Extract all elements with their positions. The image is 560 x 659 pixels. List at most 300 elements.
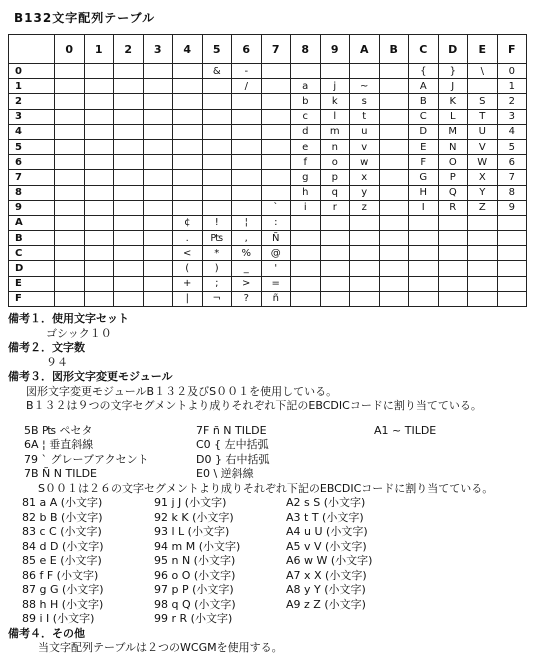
table-cell: U [468, 124, 498, 139]
table-cell [143, 64, 173, 79]
row-header: D [9, 261, 55, 276]
table-cell [84, 64, 114, 79]
row-header: 2 [9, 94, 55, 109]
table-cell [114, 94, 144, 109]
table-cell [143, 261, 173, 276]
table-cell [55, 261, 85, 276]
table-row [9, 261, 527, 276]
code-entry: 6A ¦ 垂直斜線 [24, 438, 94, 451]
table-cell: L [438, 109, 468, 124]
table-cell: b [291, 94, 321, 109]
table-cell: & [202, 64, 232, 79]
table-cell: _ [232, 261, 262, 276]
table-cell: - [232, 64, 262, 79]
column-header: 7 [261, 35, 291, 64]
table-cell [438, 246, 468, 261]
table-cell: o [320, 155, 350, 170]
note-1-heading: 備考１．使用文字セット [8, 312, 129, 325]
table-row [9, 170, 527, 185]
note-1-body: ゴシック１０ [46, 326, 112, 340]
code-entry: A9 z Z (小文字) [286, 597, 366, 611]
table-cell [409, 215, 439, 230]
table-cell [143, 139, 173, 154]
table-cell [497, 276, 527, 291]
table-cell [379, 124, 409, 139]
table-cell: . [173, 231, 203, 246]
table-cell [143, 231, 173, 246]
table-cell: Q [438, 185, 468, 200]
table-row [9, 109, 527, 124]
table-cell [202, 94, 232, 109]
table-cell: / [232, 79, 262, 94]
column-header: F [497, 35, 527, 64]
code-entry: 91 j J (小文字) [154, 496, 227, 509]
table-cell [143, 246, 173, 261]
table-cell [232, 200, 262, 215]
table-cell [114, 109, 144, 124]
table-cell [84, 109, 114, 124]
table-cell: C [409, 109, 439, 124]
table-cell [379, 170, 409, 185]
table-cell: { [409, 64, 439, 79]
row-header: B [9, 231, 55, 246]
code-row [22, 569, 556, 584]
table-cell [261, 124, 291, 139]
table-cell: j [320, 79, 350, 94]
table-cell: ( [173, 261, 203, 276]
code-entry: 7F ñ N TILDE [196, 423, 267, 437]
table-cell: 1 [497, 79, 527, 94]
table-cell [114, 185, 144, 200]
table-cell [114, 200, 144, 215]
table-cell [114, 79, 144, 94]
table-cell [84, 246, 114, 261]
table-cell: ₧ [202, 231, 232, 246]
code-row [22, 583, 556, 598]
table-cell: ' [261, 261, 291, 276]
table-cell: 9 [497, 200, 527, 215]
table-cell [497, 246, 527, 261]
table-cell: g [291, 170, 321, 185]
table-cell [55, 200, 85, 215]
table-cell [84, 155, 114, 170]
column-header: E [468, 35, 498, 64]
table-cell [350, 261, 380, 276]
notes-section [8, 312, 556, 656]
table-cell: E [409, 139, 439, 154]
table-cell [232, 139, 262, 154]
table-cell: u [350, 124, 380, 139]
table-cell [232, 155, 262, 170]
table-cell [350, 215, 380, 230]
code-entry: 86 f F (小文字) [22, 568, 99, 582]
table-cell [143, 215, 173, 230]
table-cell: : [261, 215, 291, 230]
table-cell: N [438, 139, 468, 154]
code-entry: C0 { 左中括弧 [196, 438, 269, 451]
table-cell [379, 200, 409, 215]
table-cell: M [438, 124, 468, 139]
row-header: 6 [9, 155, 55, 170]
table-cell: w [350, 155, 380, 170]
table-cell: n [320, 139, 350, 154]
table-cell [350, 291, 380, 306]
row-header: 3 [9, 109, 55, 124]
table-cell [291, 215, 321, 230]
table-cell: T [468, 109, 498, 124]
table-cell: c [291, 109, 321, 124]
table-cell [379, 94, 409, 109]
table-cell [173, 94, 203, 109]
table-cell: 3 [497, 109, 527, 124]
table-cell [261, 64, 291, 79]
table-cell: a [291, 79, 321, 94]
table-cell [409, 276, 439, 291]
table-row [9, 124, 527, 139]
table-cell [379, 246, 409, 261]
table-cell: X [468, 170, 498, 185]
table-cell [438, 231, 468, 246]
table-cell [114, 170, 144, 185]
table-cell: 8 [497, 185, 527, 200]
table-cell [468, 276, 498, 291]
table-cell [173, 170, 203, 185]
table-cell: = [261, 276, 291, 291]
code-entry: A7 x X (小文字) [286, 568, 367, 582]
table-cell [202, 185, 232, 200]
column-header: 3 [143, 35, 173, 64]
table-cell: % [232, 246, 262, 261]
table-cell: ¦ [232, 215, 262, 230]
table-cell [320, 246, 350, 261]
table-cell [202, 124, 232, 139]
code-entry: 5B ₧ ペセタ [24, 423, 93, 437]
table-cell: p [320, 170, 350, 185]
code-entry: 89 i I (小文字) [22, 612, 95, 625]
table-cell [55, 291, 85, 306]
table-cell: J [438, 79, 468, 94]
column-header: D [438, 35, 468, 64]
table-cell: Y [468, 185, 498, 200]
table-cell [261, 185, 291, 200]
code-row [22, 612, 556, 627]
table-cell [114, 215, 144, 230]
table-cell [55, 276, 85, 291]
b132-code-list [24, 424, 556, 482]
column-header: C [409, 35, 439, 64]
table-cell [320, 261, 350, 276]
table-cell: * [202, 246, 232, 261]
table-cell [468, 215, 498, 230]
table-cell [173, 155, 203, 170]
table-cell: P [438, 170, 468, 185]
table-cell: @ [261, 246, 291, 261]
table-cell [84, 261, 114, 276]
column-header: B [379, 35, 409, 64]
table-cell [55, 79, 85, 94]
row-header: E [9, 276, 55, 291]
table-cell [379, 64, 409, 79]
table-cell: q [320, 185, 350, 200]
code-entry: 93 l L (小文字) [154, 525, 230, 538]
table-cell [173, 109, 203, 124]
table-cell [320, 291, 350, 306]
table-cell [291, 276, 321, 291]
code-entry: 81 a A (小文字) [22, 496, 103, 509]
table-cell [114, 64, 144, 79]
table-cell [55, 246, 85, 261]
row-header: 5 [9, 139, 55, 154]
table-cell [379, 79, 409, 94]
table-cell [468, 231, 498, 246]
table-cell [438, 291, 468, 306]
column-header: 9 [320, 35, 350, 64]
table-cell [232, 185, 262, 200]
table-cell [232, 94, 262, 109]
table-cell [497, 291, 527, 306]
code-entry: 98 q Q (小文字) [154, 597, 236, 611]
table-cell [468, 261, 498, 276]
table-cell [55, 170, 85, 185]
table-cell [379, 139, 409, 154]
code-entry: A4 u U (小文字) [286, 525, 368, 538]
code-entry: 94 m M (小文字) [154, 539, 241, 553]
code-entry: 87 g G (小文字) [22, 583, 104, 596]
table-row [9, 155, 527, 170]
table-cell [173, 185, 203, 200]
table-cell [438, 276, 468, 291]
note-4-heading: 備考４．その他 [8, 626, 85, 640]
table-cell [143, 185, 173, 200]
table-cell [291, 246, 321, 261]
code-entry: A1 ~ TILDE [374, 423, 437, 437]
table-cell [84, 139, 114, 154]
table-cell: v [350, 139, 380, 154]
table-cell [468, 79, 498, 94]
table-cell [261, 79, 291, 94]
note-3-line-2: B１３２は９つの文字セグメントより成りそれぞれ下記のEBCDICコードに割り当てている。 [26, 399, 482, 412]
table-cell [143, 170, 173, 185]
table-cell [55, 231, 85, 246]
table-cell [379, 215, 409, 230]
column-header: 8 [291, 35, 321, 64]
code-row [24, 438, 556, 453]
table-cell [84, 185, 114, 200]
table-cell [84, 231, 114, 246]
row-header: 7 [9, 170, 55, 185]
code-entry: A3 t T (小文字) [286, 510, 364, 524]
table-cell [143, 79, 173, 94]
code-entry: A8 y Y (小文字) [286, 583, 366, 596]
code-entry: 92 k K (小文字) [154, 510, 234, 524]
table-cell [114, 155, 144, 170]
table-row [9, 139, 527, 154]
table-cell [379, 185, 409, 200]
table-cell [84, 79, 114, 94]
table-cell: x [350, 170, 380, 185]
table-cell: 5 [497, 139, 527, 154]
table-cell: ~ [350, 79, 380, 94]
code-row [24, 453, 556, 468]
table-cell: ¢ [173, 215, 203, 230]
column-header-row [9, 35, 527, 64]
s001-code-list [22, 496, 556, 627]
table-cell [84, 200, 114, 215]
table-cell [291, 64, 321, 79]
table-cell [497, 261, 527, 276]
table-cell [114, 139, 144, 154]
table-cell [114, 261, 144, 276]
table-cell: < [173, 246, 203, 261]
s001-description: S００１は２６の文字セグメントより成りそれぞれ下記のEBCDICコードに割り当てている。 [38, 481, 494, 495]
table-cell: ¬ [202, 291, 232, 306]
table-cell [84, 215, 114, 230]
table-cell: 4 [497, 124, 527, 139]
row-header: 8 [9, 185, 55, 200]
table-cell [173, 124, 203, 139]
table-cell [55, 64, 85, 79]
table-cell [55, 185, 85, 200]
table-cell [55, 124, 85, 139]
table-cell: ; [202, 276, 232, 291]
table-row [9, 200, 527, 215]
table-cell [379, 155, 409, 170]
code-entry: 82 b B (小文字) [22, 510, 103, 524]
table-cell: d [291, 124, 321, 139]
table-cell: 0 [497, 64, 527, 79]
table-cell [114, 231, 144, 246]
table-cell [114, 124, 144, 139]
table-cell [143, 94, 173, 109]
column-header: 2 [114, 35, 144, 64]
code-row [22, 496, 556, 511]
row-header: 4 [9, 124, 55, 139]
table-cell [409, 246, 439, 261]
row-header: F [9, 291, 55, 306]
table-cell [497, 215, 527, 230]
code-entry: 84 d D (小文字) [22, 539, 104, 553]
table-row [9, 246, 527, 261]
table-cell [379, 231, 409, 246]
code-row [22, 511, 556, 526]
row-header: 9 [9, 200, 55, 215]
table-cell [438, 215, 468, 230]
table-cell [173, 200, 203, 215]
row-header: 1 [9, 79, 55, 94]
corner-cell [9, 35, 55, 64]
table-cell [232, 170, 262, 185]
character-table [8, 34, 527, 307]
table-cell: | [173, 291, 203, 306]
table-cell [114, 246, 144, 261]
table-cell [291, 231, 321, 246]
table-cell: D [409, 124, 439, 139]
code-row [24, 467, 556, 482]
table-cell [350, 231, 380, 246]
table-row [9, 79, 527, 94]
code-entry: 96 o O (小文字) [154, 568, 236, 582]
table-cell [350, 246, 380, 261]
column-header: 4 [173, 35, 203, 64]
column-header: 5 [202, 35, 232, 64]
code-entry: D0 } 右中括弧 [196, 452, 270, 466]
table-cell [143, 155, 173, 170]
table-cell [468, 246, 498, 261]
table-cell: z [350, 200, 380, 215]
note-2-heading: 備考２．文字数 [8, 341, 85, 354]
code-entry: A5 v V (小文字) [286, 539, 367, 553]
note-3-line-1: 図形文字変更モジュールB１３２及びS００１を使用している。 [26, 384, 338, 398]
note-3-heading: 備考３．図形文字変更モジュール [8, 370, 173, 383]
table-cell: O [438, 155, 468, 170]
code-entry: 88 h H (小文字) [22, 597, 104, 611]
table-cell [143, 109, 173, 124]
table-cell [202, 200, 232, 215]
table-cell: B [409, 94, 439, 109]
table-cell: V [468, 139, 498, 154]
table-cell: ? [232, 291, 262, 306]
code-row [22, 525, 556, 540]
table-cell: Ñ [261, 231, 291, 246]
table-cell [55, 109, 85, 124]
table-cell [173, 64, 203, 79]
table-cell [232, 109, 262, 124]
table-cell [350, 64, 380, 79]
table-cell [143, 124, 173, 139]
table-cell: y [350, 185, 380, 200]
table-cell [55, 139, 85, 154]
table-cell [261, 139, 291, 154]
code-entry: A6 w W (小文字) [286, 554, 373, 567]
table-cell [261, 94, 291, 109]
table-cell: f [291, 155, 321, 170]
table-cell [320, 64, 350, 79]
code-row [22, 554, 556, 569]
page-title: B132文字配列テーブル [14, 11, 156, 25]
table-cell: I [409, 200, 439, 215]
table-row [9, 291, 527, 306]
code-entry: 85 e E (小文字) [22, 554, 102, 567]
table-cell [497, 231, 527, 246]
table-cell: 2 [497, 94, 527, 109]
table-cell: Z [468, 200, 498, 215]
row-header: 0 [9, 64, 55, 79]
table-cell: , [232, 231, 262, 246]
code-entry: 79 ` グレーブアクセント [24, 452, 149, 466]
table-cell [232, 124, 262, 139]
table-row [9, 64, 527, 79]
table-cell [84, 276, 114, 291]
code-entry: 97 p P (小文字) [154, 583, 234, 596]
table-cell: e [291, 139, 321, 154]
table-cell: l [320, 109, 350, 124]
table-cell [409, 261, 439, 276]
table-cell: s [350, 94, 380, 109]
table-cell [202, 109, 232, 124]
column-header: A [350, 35, 380, 64]
table-cell [55, 94, 85, 109]
table-cell: t [350, 109, 380, 124]
table-cell: i [291, 200, 321, 215]
table-cell [202, 79, 232, 94]
table-cell [84, 124, 114, 139]
table-cell [114, 291, 144, 306]
table-cell: G [409, 170, 439, 185]
table-cell: 7 [497, 170, 527, 185]
code-entry: 7B Ñ N TILDE [24, 467, 98, 480]
table-cell [143, 276, 173, 291]
table-cell [114, 276, 144, 291]
